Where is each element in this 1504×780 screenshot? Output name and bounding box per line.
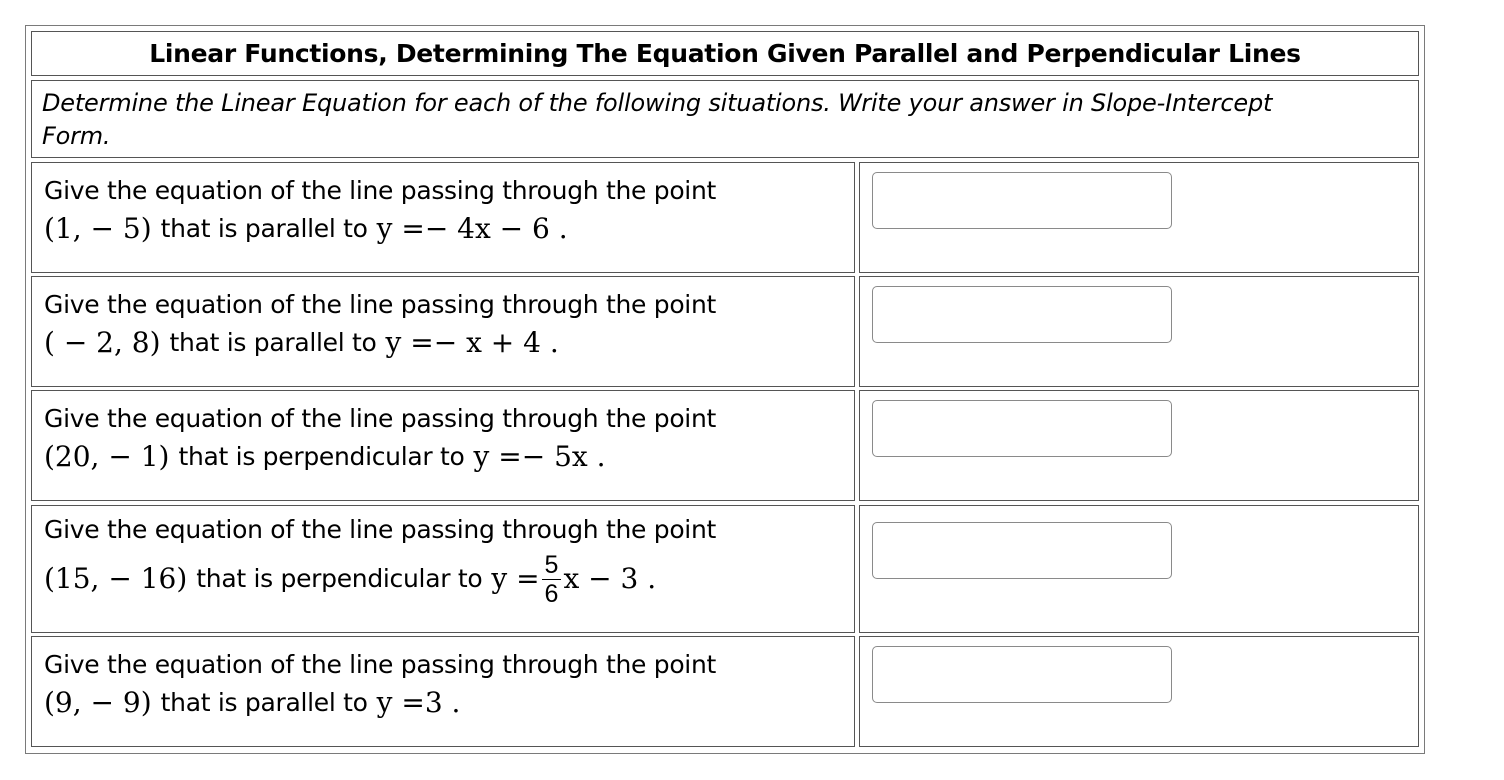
question-2-equation-rhs: − x + 4 .	[433, 326, 559, 359]
fraction-numerator: 5	[542, 551, 562, 580]
question-5-point: (9, − 9)	[44, 686, 152, 719]
question-2-math	[44, 323, 842, 363]
question-4-relation: that is perpendicular to	[196, 564, 483, 593]
question-4-equation-lhs: y =	[491, 562, 540, 595]
question-3-equation-lhs: y =	[473, 440, 522, 473]
question-5-text: Give the equation of the line passing through the point	[44, 650, 717, 679]
question-1-text: Give the equation of the line passing through the point	[44, 176, 717, 205]
question-2-relation: that is parallel to	[169, 328, 377, 357]
problem-table	[25, 25, 1425, 754]
question-4-fraction	[542, 551, 562, 608]
question-3-math	[44, 437, 842, 477]
question-5-equation-rhs: 3 .	[424, 686, 461, 719]
answer-input-5[interactable]	[872, 646, 1172, 703]
answer-input-2[interactable]	[872, 286, 1172, 343]
question-5-math	[44, 683, 842, 723]
question-3-text: Give the equation of the line passing through the point	[44, 404, 717, 433]
question-3-point: (20, − 1)	[44, 440, 170, 473]
question-4-math	[44, 548, 842, 610]
answer-cell-2	[859, 276, 1419, 387]
answer-input-1[interactable]	[872, 172, 1172, 229]
question-3-equation-rhs: − 5x .	[521, 440, 606, 473]
question-5-equation-lhs: y =	[376, 686, 425, 719]
question-1-math	[44, 209, 842, 249]
question-cell-5	[31, 636, 855, 747]
question-3-relation: that is perpendicular to	[178, 442, 465, 471]
fraction-denominator: 6	[544, 579, 559, 608]
question-2-point: ( − 2, 8)	[44, 326, 161, 359]
answer-cell-1	[859, 162, 1419, 273]
question-2-equation-lhs: y =	[385, 326, 434, 359]
question-1-relation: that is parallel to	[160, 214, 368, 243]
instructions-text: Determine the Linear Equation for each of the following situations. Write your answer in Slope-Intercept Form.	[42, 89, 1273, 150]
table-title-cell	[31, 31, 1419, 76]
answer-input-3[interactable]	[872, 400, 1172, 457]
question-cell-4	[31, 505, 855, 633]
instructions-cell	[31, 80, 1419, 158]
question-cell-1	[31, 162, 855, 273]
answer-cell-3	[859, 390, 1419, 501]
question-cell-3	[31, 390, 855, 501]
question-1-equation-rhs: − 4x − 6 .	[424, 212, 568, 245]
question-2-text: Give the equation of the line passing through the point	[44, 290, 717, 319]
page-title: Linear Functions, Determining The Equation Given Parallel and Perpendicular Lines	[149, 39, 1301, 68]
question-4-equation-rhs: x − 3 .	[563, 562, 657, 595]
question-cell-2	[31, 276, 855, 387]
question-5-relation: that is parallel to	[160, 688, 368, 717]
answer-input-4[interactable]	[872, 522, 1172, 579]
answer-cell-5	[859, 636, 1419, 747]
question-4-point: (15, − 16)	[44, 562, 188, 595]
answer-cell-4	[859, 505, 1419, 633]
question-1-equation-lhs: y =	[376, 212, 425, 245]
question-4-text: Give the equation of the line passing through the point	[44, 515, 717, 544]
question-1-point: (1, − 5)	[44, 212, 152, 245]
